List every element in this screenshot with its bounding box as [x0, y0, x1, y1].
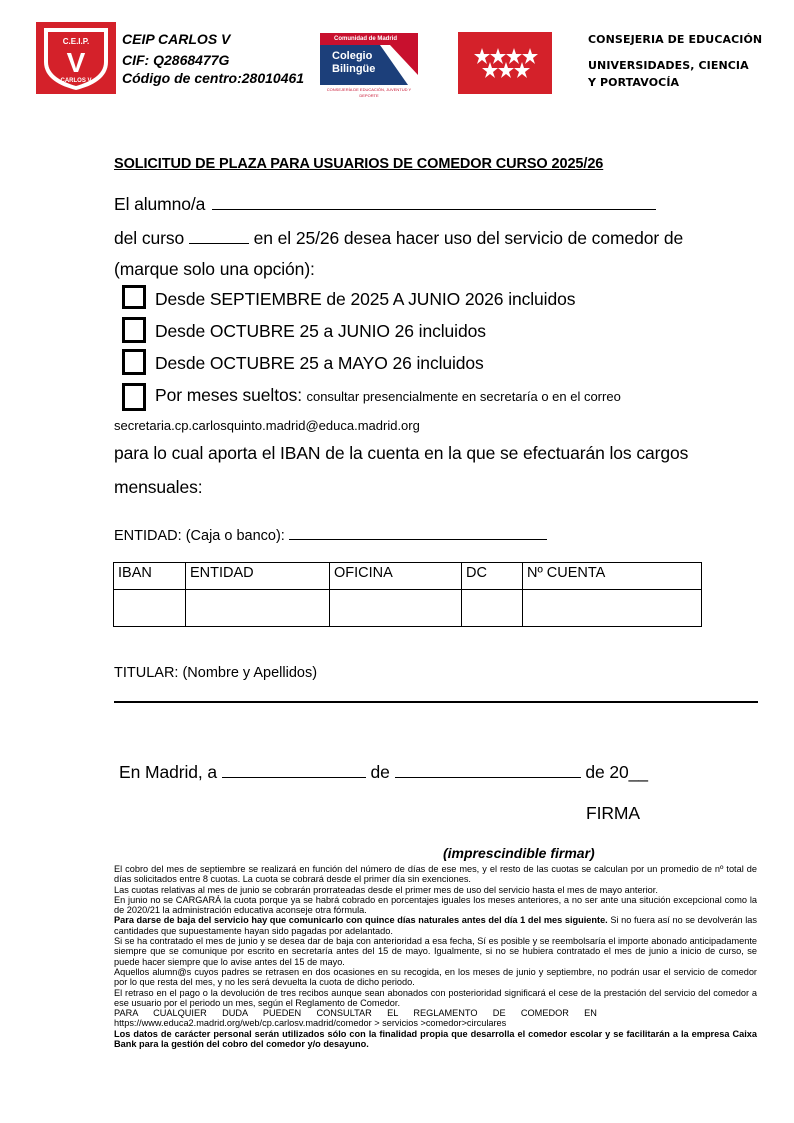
- month-field[interactable]: [395, 761, 581, 778]
- centre-code: Código de centro:28010461: [122, 70, 305, 86]
- dc-cell[interactable]: [462, 590, 523, 627]
- student-name-field[interactable]: [212, 193, 656, 210]
- footer-regulation-link[interactable]: https://www.educa2.madrid.org/web/cp.carlosv.madrid/comedor > servicios >comedor>circulares: [114, 1018, 507, 1029]
- cuenta-cell[interactable]: [523, 590, 702, 627]
- footer-p10: Los datos de carácter personal serán utilizados sólo con la finalidad propia que desarrolla el comedor escolar y se facilitarán a la empresa Caixa Bank para la gestión del cobro del comedor y/o desayuno.: [114, 1028, 757, 1050]
- header-oficina: OFICINA: [330, 563, 462, 590]
- signature-label: FIRMA: [586, 803, 640, 823]
- header-dc: DC: [462, 563, 523, 590]
- option-2-label: Desde OCTUBRE 25 a JUNIO 26 incluidos: [155, 321, 486, 341]
- school-cif: CIF: Q2868477G: [122, 52, 230, 68]
- school-logo-letter: V: [66, 47, 86, 78]
- bank-account-table: [113, 562, 702, 627]
- option-3-checkbox[interactable]: [122, 349, 146, 375]
- option-4-detail: consultar presencialmente en secretaría o en el correo: [306, 389, 621, 404]
- contact-email[interactable]: secretaria.cp.carlosquinto.madrid@educa.madrid.org: [114, 418, 420, 433]
- footer-notes: [114, 864, 757, 1049]
- header-iban: IBAN: [114, 563, 186, 590]
- place-de2: de 20__: [585, 762, 648, 782]
- entidad-cell[interactable]: [186, 590, 330, 627]
- option-1-label: Desde SEPTIEMBRE de 2025 A JUNIO 2026 incluidos: [155, 289, 576, 309]
- student-line: [114, 193, 656, 215]
- option-3-label: Desde OCTUBRE 25 a MAYO 26 incluidos: [155, 353, 484, 373]
- oficina-cell[interactable]: [330, 590, 462, 627]
- footer-p8: PARA CUALQUIER DUDA PUEDEN CONSULTAR EL REGLAMENTO DE COMEDOR EN: [114, 1008, 597, 1019]
- signature-required-note: (imprescindible firmar): [443, 845, 595, 861]
- school-info: [122, 30, 304, 87]
- table-header-row: [114, 563, 702, 590]
- option-4-label: Por meses sueltos:: [155, 385, 303, 405]
- school-name: CEIP CARLOS V: [122, 31, 231, 47]
- iban-cell[interactable]: [114, 590, 186, 627]
- option-1-checkbox[interactable]: [122, 285, 146, 309]
- holder-label: TITULAR: (Nombre y Apellidos): [114, 665, 318, 681]
- option-4-checkbox[interactable]: [122, 383, 146, 411]
- course-prefix: del curso: [114, 228, 185, 248]
- place-prefix: En Madrid, a: [119, 762, 218, 782]
- header-entidad: ENTIDAD: [186, 563, 330, 590]
- bilingual-logo-top: Comunidad de Madrid: [320, 33, 418, 45]
- school-logo: [36, 22, 116, 94]
- footer-p6: Aquellos alumn@s cuyos padres se retrasen en dos ocasiones en su recogida, en los meses de junio y septiembre, no podrán usar el servicio de comedor por lo que resta del mes, y no les será devuelta la cuota de dicho periodo.: [114, 966, 757, 988]
- iban-intro-2: mensuales:: [114, 477, 203, 497]
- footer-p2: Las cuotas relativas al mes de junio se cobrarán prorrateadas desde el primer mes de uso del servicio hasta el mes de mayo anterior.: [114, 884, 658, 895]
- course-line: [114, 227, 683, 249]
- course-field[interactable]: [189, 227, 249, 244]
- table-row: [114, 590, 702, 627]
- place-de1: de: [370, 762, 390, 782]
- iban-intro-1: para lo cual aporta el IBAN de la cuenta en la que se efectuarán los cargos: [114, 443, 689, 463]
- bilingual-logo-bottom: CONSEJERÍA DE EDUCACIÓN, JUVENTUD Y DEPORTE: [326, 87, 412, 98]
- school-logo-top: C.E.I.P.: [62, 37, 90, 46]
- entity-field[interactable]: [289, 526, 547, 540]
- consejeria-text: [588, 31, 762, 91]
- student-label: El alumno/a: [114, 194, 206, 214]
- place-date-line: [119, 761, 648, 783]
- bilingual-logo-text: Colegio Bilingüe: [332, 50, 376, 75]
- footer-p3: En junio no se CARGARÁ la cuota porque ya se habrá cobrado en porcentajes iguales los meses anteriores, a no ser ante una situción excepcional como la de 2020/21 la administración educativa aconseje otra fórmula.: [114, 894, 757, 916]
- footer-p7: El retraso en el pago o la devolución de tres recibos aunque sean abonados con posterioridad significará el cese de la prestación del servicio del comedor a ese usuario por el periodo un mes, según el Reglamento de Comedor.: [114, 987, 757, 1008]
- comunidad-madrid-flag: [458, 32, 552, 94]
- entity-line: [114, 526, 547, 544]
- day-field[interactable]: [222, 761, 366, 778]
- consejeria-line1: CONSEJERIA DE EDUCACIÓN: [588, 33, 763, 46]
- option-4-line: [155, 385, 621, 406]
- footer-p1: El cobro del mes de septiembre se realizará en función del número de días de ese mes, y el resto de las cuotas se calculan por un promedio de nº total de días solicitados entre 8 cuotas. La cuota se cobrará desde el primer día sin exenciones.: [114, 864, 757, 885]
- entity-label: ENTIDAD: (Caja o banco):: [114, 528, 285, 544]
- header-cuenta: Nº CUENTA: [523, 563, 702, 590]
- option-2-checkbox[interactable]: [122, 317, 146, 343]
- course-suffix: en el 25/26 desea hacer uso del servicio de comedor de: [253, 228, 684, 248]
- consejeria-line3: Y PORTAVOCÍA: [588, 76, 680, 89]
- school-logo-bottom: CARLOS V: [60, 78, 92, 84]
- holder-name-field[interactable]: [114, 701, 758, 703]
- choose-one: (marque solo una opción):: [114, 259, 315, 279]
- bilingual-school-logo: [320, 33, 418, 99]
- form-title: SOLICITUD DE PLAZA PARA USUARIOS DE COMEDOR CURSO 2025/26: [114, 156, 604, 172]
- footer-p5: Si se ha contratado el mes de junio y se desea dar de baja con anterioridad a esa fecha, Sí es posible y se reembolsaría el importe abonado anticipadamente siempre que se comunique por escrito en secretaría antes del 15 de mayo. Igualmente, si no se hubiera contratado el mes de junio a inicio de curso, se puede hacer siempre que lo avise antes del 15 de mayo.: [114, 936, 757, 967]
- footer-p4: Para darse de baja del servicio hay que comunicarlo con quince días naturales antes del día 1 del mes siguiente. Si no fuera así no se devolverán las cantidades que supuestamente hayan sido pagadas por adelantado.: [114, 915, 757, 936]
- consejeria-line2: UNIVERSIDADES, CIENCIA: [588, 59, 749, 72]
